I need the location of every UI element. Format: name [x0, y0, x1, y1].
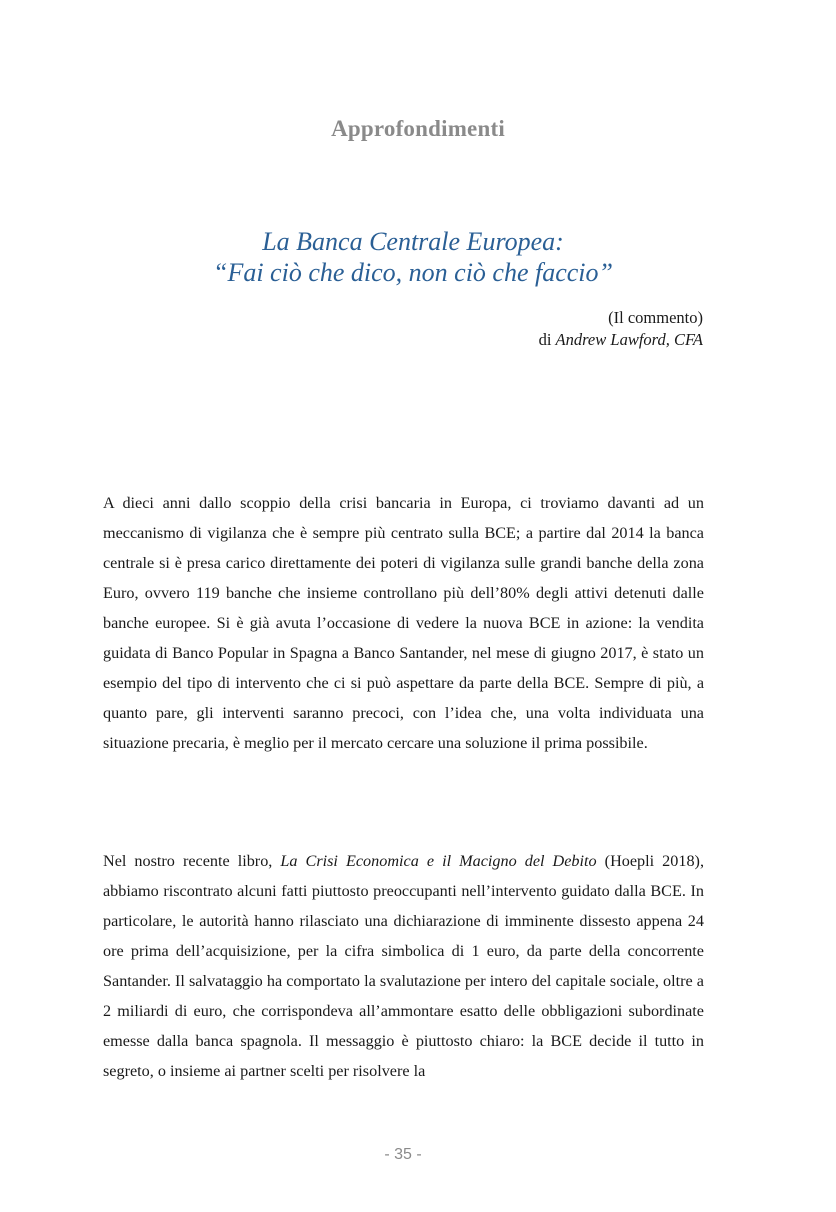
body-paragraph-1: A dieci anni dallo scoppio della crisi bancaria in Europa, ci troviamo davanti ad un meccanismo di vigilanza che è sempre più centrato sulla BCE; a partire dal 2014 la banca centrale si è presa carico direttamente dei poteri di vigilanza sulle grandi banche della zona Euro, ovvero 119 banche che insieme controllano più dell’80% degli attivi detenuti dalle banche europee. Si è già avuta l’occasione di vedere la nuova BCE in azione: la vendita guidata di Banco Popular in Spagna a Banco Santander, nel mese di giugno 2017, è stato un esempio del tipo di intervento che ci si può aspettare da parte della BCE. Sempre di più, a quanto pare, gli interventi saranno precoci, con l’idea che, una volta individuata una situazione precaria, è meglio per il mercato cercare una soluzione il prima possibile.	[103, 494, 704, 752]
paragraph-2-body: (Hoepli 2018), abbiamo riscontrato alcuni fatti piuttosto preoccupanti nell’intervento guidato dalla BCE. In particolare, le autorità hanno rilasciato una dichiarazione di imminente dissesto appena 24 ore prima dell’acquisizione, per la cifra simbolica di 1 euro, da parte della concorrente Santander. Il salvataggio ha comportato la svalutazione per intero del capitale sociale, oltre a 2 miliardi di euro, che corrispondeva all’ammontare esatto delle obbligazioni subordinate emesse dalla banca spagnola. Il messaggio è piuttosto chiaro: la BCE decide il tutto in segreto, o insieme ai partner scelti per risolvere la	[103, 852, 704, 1080]
author-line	[539, 329, 703, 351]
article-title-line-2: “Fai ciò che dico, non ciò che faccio”	[212, 258, 613, 287]
section-heading: Approfondimenti	[331, 116, 505, 141]
article-title-line-1: La Banca Centrale Europea:	[262, 227, 564, 256]
book-title: La Crisi Economica e il Macigno del Debito	[280, 852, 597, 870]
paragraph-2-intro: Nel nostro recente libro,	[103, 852, 281, 870]
body-paragraph-2	[103, 846, 704, 1086]
article-title	[0, 226, 826, 288]
byline	[539, 307, 703, 351]
page-number: - 35 -	[384, 1146, 422, 1163]
author-name: Andrew Lawford, CFA	[555, 330, 703, 349]
byline-prefix: di	[538, 330, 556, 349]
article-subtitle: (Il commento)	[608, 308, 703, 327]
